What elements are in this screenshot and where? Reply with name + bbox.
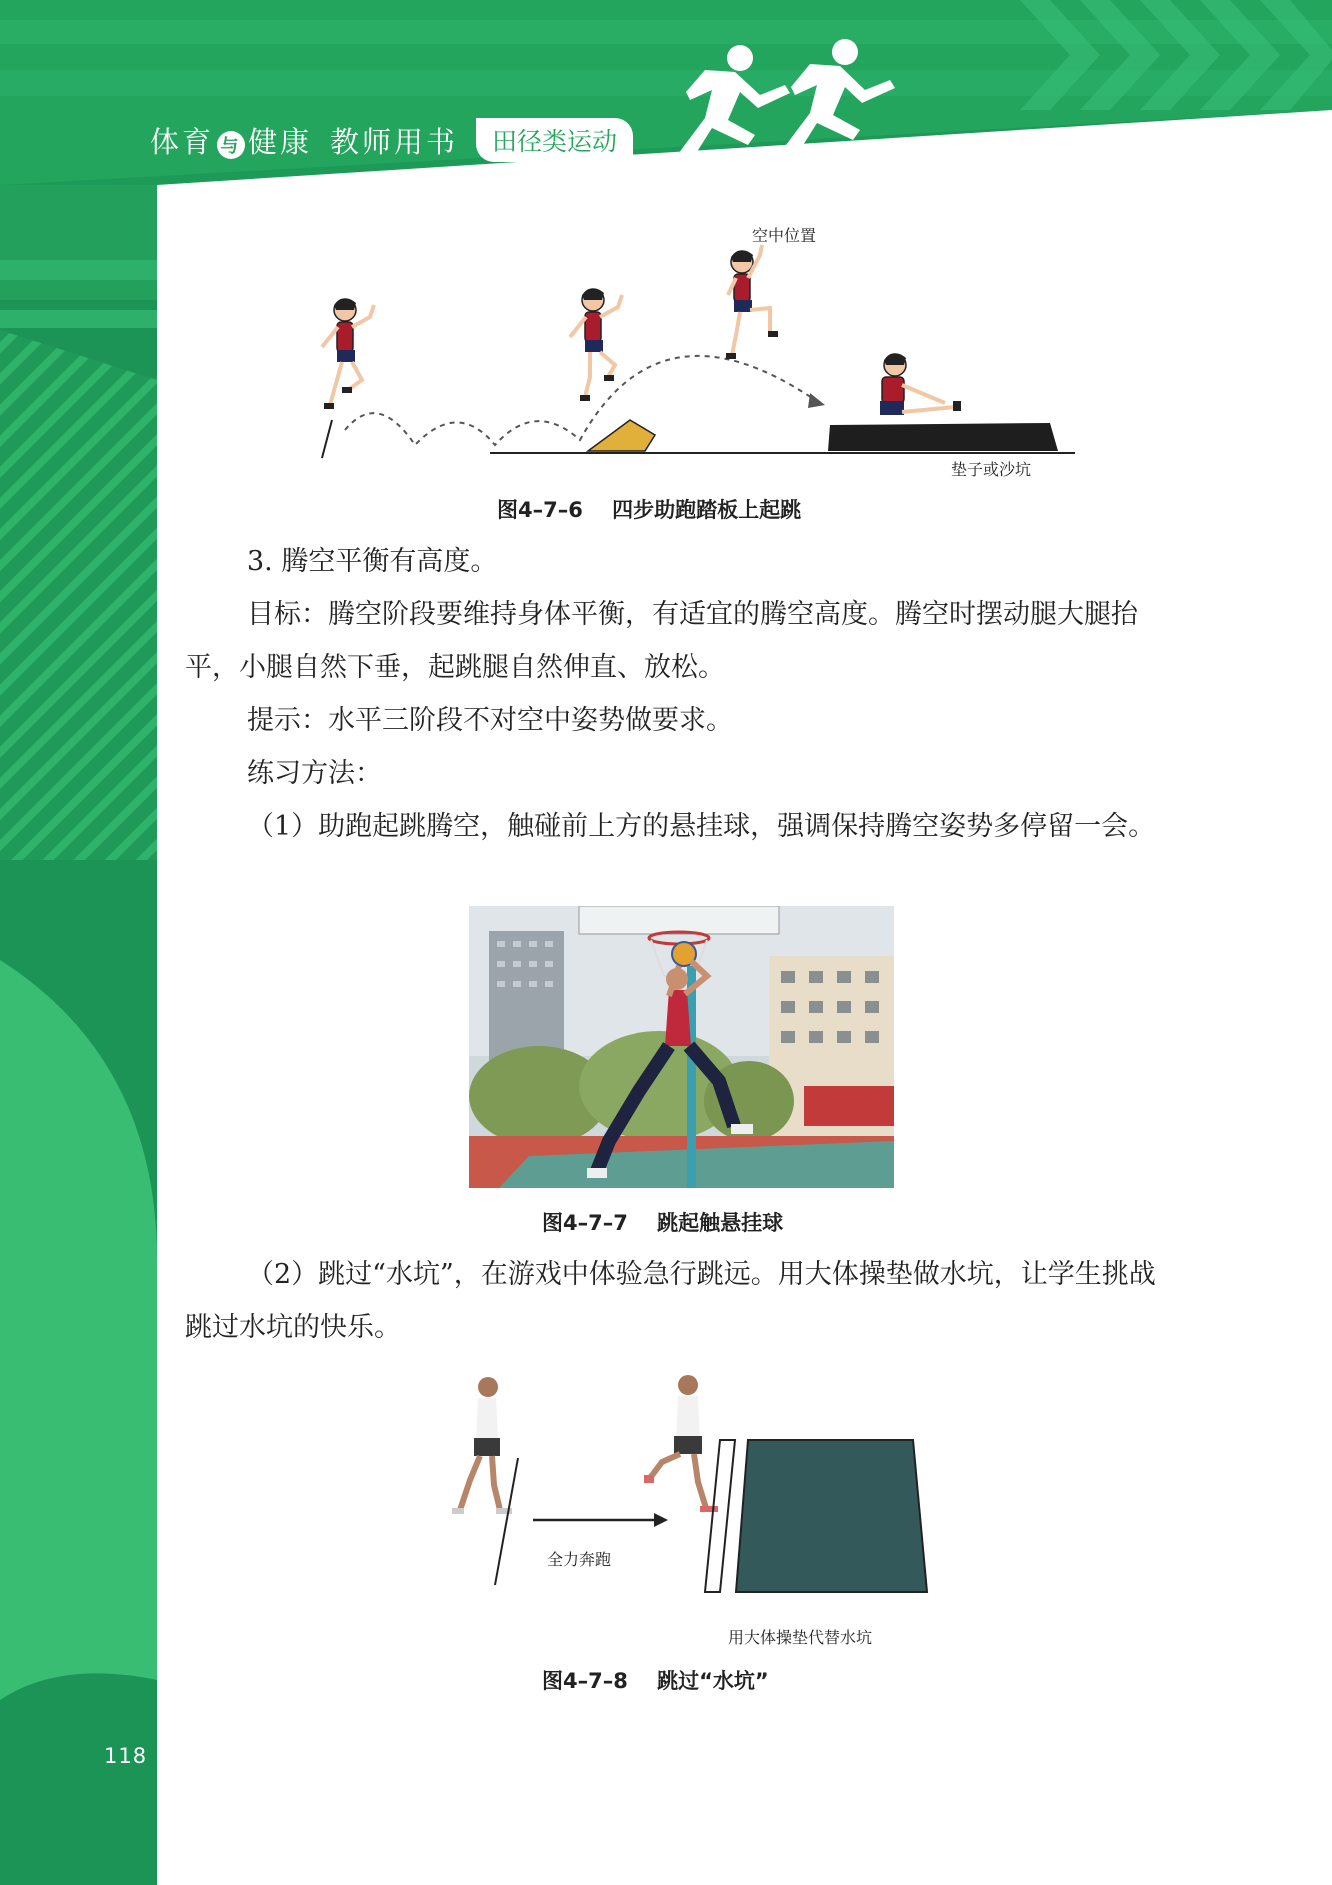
header-title — [150, 118, 633, 162]
title-connector-badge: 与 — [217, 131, 245, 159]
book-title: 体育 与 健康 — [150, 124, 313, 159]
figure-4-7-6-caption: 图4–7–6 四步助跑踏板上起跳 — [497, 498, 802, 522]
paragraph-tip: 提示：水平三阶段不对空中姿势做要求。 — [247, 705, 733, 736]
label-air-position: 空中位置 — [752, 226, 817, 245]
figure-4-7-7-caption: 图4–7–7 跳起触悬挂球 — [542, 1211, 784, 1235]
runner-figure-air — [726, 245, 778, 359]
runner-photo-sprinting — [644, 1375, 718, 1512]
paragraph-methods-heading: 练习方法： — [247, 758, 382, 789]
figure-4-7-7-photo — [469, 906, 894, 1188]
figure-4-7-6-illustration — [290, 215, 1090, 485]
figure-4-7-8-illustration — [430, 1370, 930, 1620]
water-pit-mat — [736, 1440, 927, 1592]
book-subtitle: 教师用书 — [330, 124, 459, 159]
label-full-sprint: 全力奔跑 — [547, 1550, 612, 1569]
paragraph-goal: 目标：腾空阶段要维持身体平衡，有适宜的腾空高度。腾空时摆动腿大腿抬平，小腿自然下垂，起跳腿自然伸直、放松。 — [185, 599, 1138, 683]
paragraph-method-2: （2）跳过“水坑”，在游戏中体验急行跳远。用大体操垫做水坑，让学生挑战跳过水坑的快乐。 — [185, 1259, 1156, 1343]
label-mat-as-pit: 用大体操垫代替水坑 — [728, 1628, 873, 1647]
page-header — [0, 0, 1332, 185]
runner-figure-1 — [322, 298, 374, 409]
runner-figure-2 — [570, 288, 622, 401]
paragraph-method-1: （1）助跑起跳腾空，触碰前上方的悬挂球，强调保持腾空姿势多停留一会。 — [247, 811, 1156, 842]
figure-4-7-8-caption: 图4–7–8 跳过“水坑” — [542, 1669, 769, 1693]
runner-figure-landing — [880, 353, 961, 415]
paragraph-point-3: 3. 腾空平衡有高度。 — [247, 546, 498, 577]
sidebar-decoration — [0, 0, 157, 1885]
section-tag: 田径类运动 — [476, 118, 633, 162]
runner-photo-walking — [452, 1377, 512, 1514]
left-sidebar — [0, 0, 157, 1885]
page-number: 118 — [104, 1744, 148, 1768]
label-mat-or-sandpit: 垫子或沙坑 — [951, 460, 1032, 479]
